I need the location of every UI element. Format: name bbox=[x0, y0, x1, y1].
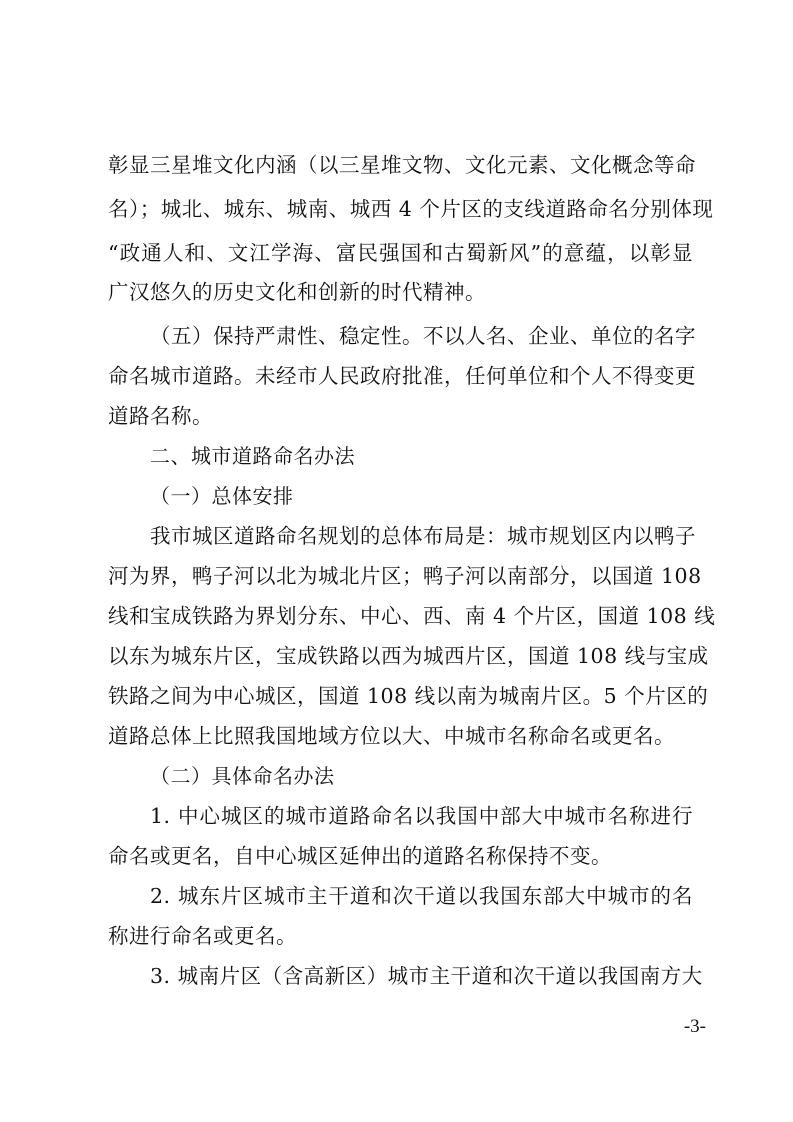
body-text-line: 命名或更名，自中心城区延伸出的道路名称保持不变。 bbox=[108, 844, 612, 868]
body-text-line: 2. 城东片区城市主干道和次干道以我国东部大中城市的名 bbox=[150, 884, 693, 908]
body-text-line: 称进行命名或更名。 bbox=[108, 924, 297, 948]
body-text-line: 名）；城北、城东、城南、城西 4 个片区的支线道路命名分别体现 bbox=[108, 197, 714, 221]
body-text-line: 命名城市道路。未经市人民政府批准，任何单位和个人不得变更 bbox=[108, 364, 696, 388]
body-text-line: 铁路之间为中心城区，国道 108 线以南为城南片区。5 个片区的 bbox=[108, 684, 709, 708]
body-text-line: 彰显三星堆文化内涵（以三星堆文物、文化元素、文化概念等命 bbox=[108, 153, 696, 177]
body-text-line: 道路总体上比照我国地域方位以大、中城市名称命名或更名。 bbox=[108, 724, 675, 748]
body-text-line: 我市城区道路命名规划的总体布局是：城市规划区内以鸭子 bbox=[150, 524, 696, 548]
body-text-line: 线和宝成铁路为界划分东、中心、西、南 4 个片区，国道 108 线 bbox=[108, 604, 716, 628]
body-text-line: 以东为城东片区，宝成铁路以西为城西片区，国道 108 线与宝成 bbox=[108, 644, 709, 668]
body-text-line: “政通人和、文江学海、富民强国和古蜀新风”的意蕴，以彰显 bbox=[108, 241, 693, 265]
section-heading: 二、城市道路命名办法 bbox=[150, 444, 355, 468]
subsection-heading: （二）具体命名办法 bbox=[150, 764, 335, 788]
subsection-heading: （一）总体安排 bbox=[150, 484, 294, 508]
body-text-line: 1. 中心城区的城市道路命名以我国中部大中城市名称进行 bbox=[150, 804, 693, 828]
body-text-line: 河为界，鸭子河以北为城北片区；鸭子河以南部分，以国道 108 bbox=[108, 564, 702, 588]
body-text-line: （五）保持严肃性、稳定性。不以人名、企业、单位的名字 bbox=[150, 324, 696, 348]
body-text-line: 道路名称。 bbox=[108, 404, 213, 428]
page-number: -3- bbox=[683, 1016, 706, 1037]
body-text-line: 3. 城南片区（含高新区）城市主干道和次干道以我国南方大 bbox=[150, 964, 703, 988]
body-text-line: 广汉悠久的历史文化和创新的时代精神。 bbox=[108, 280, 486, 304]
